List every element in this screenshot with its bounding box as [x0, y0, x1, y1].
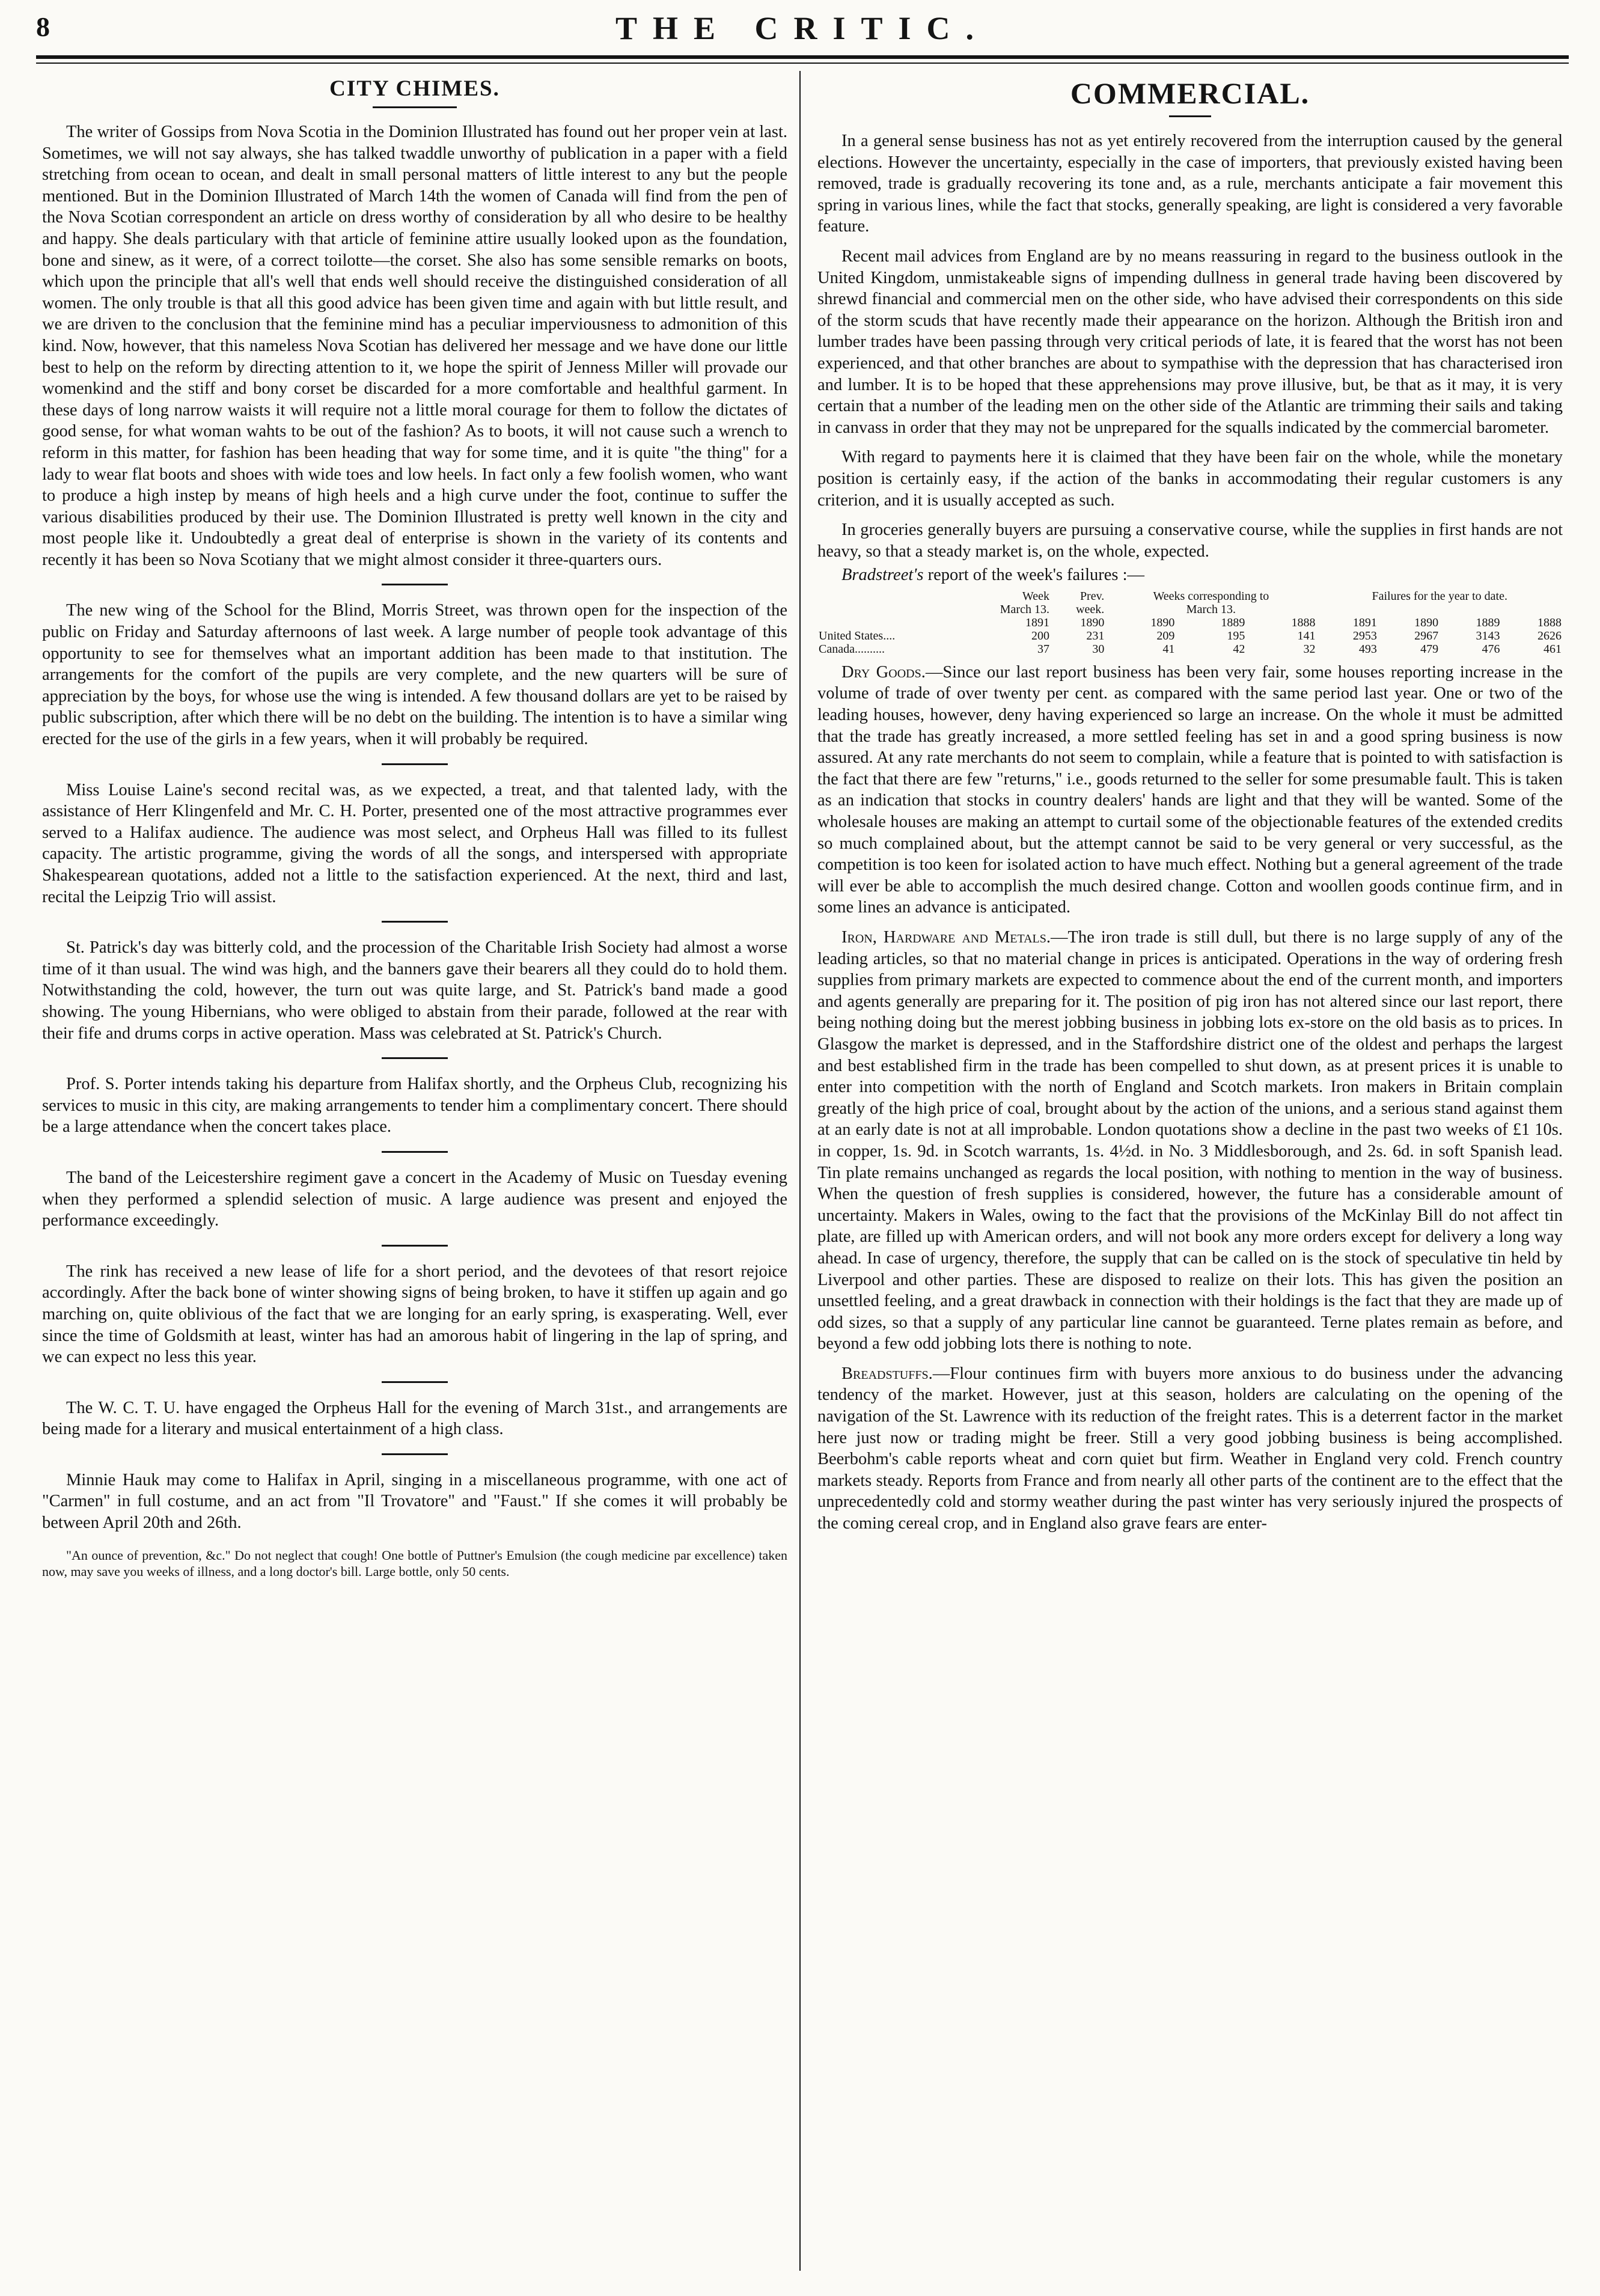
table-year: 1890	[1414, 615, 1439, 629]
table-row-united-states	[817, 629, 1563, 643]
paragraph-groceries: In groceries generally buyers are pursuing a conservative course, while the supplies in first hands are not heavy, so that a steady market is, on the whole, expected.	[817, 521, 1563, 561]
table-year: 1889	[1476, 615, 1500, 629]
publication-title: THE CRITIC.	[615, 10, 990, 46]
table-year: 1890	[1150, 615, 1175, 629]
paragraph-text: —Flour continues firm with buyers more anxious to do business under the advancing tendency of the market. However, just at this season, holders are calculating on the opening of the navigation of the St. Lawrence with its reduction of the freight rates. This is a deterrent factor in the market here just now or trading might be freer. Still a very good jobbing business is being accomplished. Beerbohm's cable reports wheat and corn quiet but firm. Weather in England very cold. French country markets steady. Reports from France and from nearly all other parts of the continent are to the effect that the unprecedentedly cold and stormy weather during the past winter has very seriously injured the prospects of the coming cereal crop, and in England also grave fears are enter-	[817, 1364, 1563, 1533]
heading-rule	[1169, 115, 1211, 117]
paragraph-prof-porter: Prof. S. Porter intends taking his departure from Halifax shortly, and the Orpheus Club, recognizing his services to music in this city, are making arrangements to tender him a complimentary concert. There should be a large attendance when the concert takes place.	[42, 1075, 787, 1137]
table-row-label: United States....	[819, 629, 896, 643]
section-heading-commercial: COMMERCIAL.	[1070, 76, 1310, 110]
paragraph-wctu: The W. C. T. U. have engaged the Orpheus Hall for the evening of March 31st., and arrangements are being made for a literary and musical entertainment of a high class.	[42, 1398, 787, 1439]
paragraph-lead: Iron, Hardware and Metals.	[841, 928, 1051, 947]
table-cell: 209	[1156, 629, 1175, 643]
paragraph-st-patricks: St. Patrick's day was bitterly cold, and the procession of the Charitable Irish Society had almost a worse time of it than usual. The wind was high, and the banners gave their bearers all they could do to hold them. Notwithstanding the cold, however, the turn out was quite large, and St. Patrick's band made a good showing. The young Hibernians, who were obliged to abstain from their parade, followed at the rear with their fife and drums corps in active operation. Mass was celebrated at St. Patrick's Church.	[42, 938, 787, 1043]
paragraph-school-for-blind: The new wing of the School for the Blind, Morris Street, was thrown open for the inspection of the public on Friday and Saturday afternoons of last week. A large number of people took advantage of this opportunity to see for themselves what an important addition has been made to that institution. The arrangements for the comfort of the pupils are very complete, and the new quarters will be sure of appreciation by the boys, for whose use the wing is intended. A few thousand dollars are yet to be raised by public subscription, after which there will be no debt on the building. The intention is to have a similar wing erected for the use of the girls in a few years, when it will probably be required.	[42, 601, 787, 749]
advertisement-note: "An ounce of prevention, &c." Do not neglect that cough! One bottle of Puttner's Emulsion (the cough medicine par excellence) taken now, may save you weeks of illness, and a long doctor's bill. Large bottle, only 50 cents.	[42, 1547, 787, 1579]
table-header-failures-year: Failures for the year to date.	[1372, 589, 1507, 603]
masthead-rule-thin	[36, 63, 1569, 64]
table-cell: 41	[1162, 642, 1175, 656]
table-row-label: Canada..........	[819, 642, 885, 656]
paragraph-iron-hardware	[817, 927, 1563, 1355]
separator-rule	[382, 1151, 448, 1153]
table-cell: 42	[1233, 642, 1245, 656]
table-year: 1891	[1025, 615, 1049, 629]
table-title-text: report of the week's failures :—	[927, 566, 1145, 585]
paragraph-text: —Since our last report business has been very fair, some houses reporting increase in the volume of trade of over twenty per cent. as compared with the same period last year. One or two of the leading houses, however, deny having experienced so large an increase. On the whole it must be admitted that the trade has greatly increased, a more settled feeling has set in and a good spring business is now assured. At any rate merchants do not seem to complain, while a feature that is pointed to with satisfaction is the fact that there are few "returns," i.e., goods returned to the seller for some presumable fault. This is taken as an indication that stocks in country dealers' hands are light and that they will be wanted. Some of the wholesale houses are making an attempt to curtail some of the objectionable features of the extended credits so much complained about, but the attempt cannot be said to be very general or very successful, as the competition is too keen for isolated action to have much effect. Nothing but a general agreement of the trade will ever be able to accomplish the much desired change. Cotton and woollen goods continue firm, and in some lines an advance is anticipated.	[817, 662, 1563, 917]
separator-rule	[382, 921, 448, 923]
paragraph-lead: Breadstuffs.	[841, 1364, 933, 1383]
table-header-prev: Prev.	[1079, 589, 1105, 603]
table-cell: 231	[1086, 629, 1105, 643]
table-cell: 2626	[1537, 629, 1562, 643]
masthead	[36, 8, 1569, 50]
paragraph-payments: With regard to payments here it is claimed that they have been fair on the whole, while the monetary position is certainly easy, if the action of the banks in accommodating their regular customers is any criterion, and it is usually accepted as such.	[817, 448, 1563, 510]
paragraph-mail-advices: Recent mail advices from England are by no means reassuring in regard to the business outlook in the United Kingdom, unmistakeable signs of impending dullness in general trade having been discovered by shrewd financial and commercial men on the other side, who have advised their correspondents on this side of the storm scuds that have recently made their appearance on the horizon. Although the British iron and lumber trades have been passing through very critical periods of late, it is feared that the worst has not been experienced, and that other branches are about to sympathise with the depression that has characterised iron and lumber. It is to be hoped that these apprehensions may prove illusive, but, be that as it may, it is very certain that a number of the leading men on the other side of the Atlantic are trimming their sails and taking in canvass in order that they may not be unprepared for the squalls indicated by the commercial barometer.	[817, 246, 1563, 437]
table-cell: 479	[1420, 642, 1439, 656]
paragraph-gossips: The writer of Gossips from Nova Scotia in the Dominion Illustrated has found out her proper vein at last. Sometimes, we will not say always, she has talked twaddle unworthy of publication in a paper with a field stretching from ocean to ocean, and dealt in small personal matters of little interest to any but the people mentioned. But in the Dominion Illustrated of March 14th the women of Canada will find from the pen of the Nova Scotian correspondent an article on dress worthy of consideration by all who desire to be healthy and happy. She deals particulary with that article of feminine attire usually looked upon as the foundation, bone and sinew, as it were, of a correct toilotte—the corset. She also has some sensible remarks on boots, which upon the principle that all's well that ends well should receive the distinguished consideration of all women. The only trouble is that all this good advice has been given time and again with but little result, and we are driven to the conclusion that the feminine mind has a peculiar imperviousness to admonition of this kind. Now, however, that this nameless Nova Scotian has delivered her message and we have done our little best to help on the reform by directing attention to it, we hope the spirit of Jenness Miller will provade our womenkind and the stiff and bony corset be discarded for a more comfortable and healthful garment. In these days of long narrow waists it will require not a little moral courage for them to follow the dictates of good sense, for what woman wahts to be out of the fashion? As to boots, it will not cause such a wrench to reform in this matter, for fashion has been heading that way for some time, and it is quite "the thing" for a lady to wear flat boots and shoes with wide toes and low heels. In fact only a few foolish women, who want to produce a high instep by means of high heels and a high curve under the foot, continue to suffer the various disabilities produced by their use. The Dominion Illustrated is pretty well known in the city and most people like it. Undoubtedly a great deal of enterprise is shown in the variety of its contents and recently it has been so Nova Scotiany that we might almost consider it three-quarters ours.	[42, 123, 787, 569]
paragraph-rink: The rink has received a new lease of life for a short period, and the devotees of that resort rejoice accordingly. After the back bone of winter showing signs of being broken, to have it stiffen up again and go marching on, quite oblivious of the fact that we are longing for an early spring, is exasperating. Well, ever since the time of Goldsmith at least, winter has had an amorous habit of lingering in the lap of spring, and we can expect no less this year.	[42, 1262, 787, 1367]
table-group-header-row	[817, 590, 1563, 603]
table-cell: 195	[1227, 629, 1245, 643]
section-heading-city-chimes: CITY CHIMES.	[329, 76, 500, 101]
paragraph-breadstuffs	[817, 1363, 1563, 1534]
paragraph-general-business: In a general sense business has not as yet entirely recovered from the interruption caused by the general elections. However the uncertainty, especially in the case of importers, that previously existed having been removed, trade is gradually recovering its tone and, as a rule, merchants anticipate a fair movement this spring in various lines, while the fact that stocks, generally speaking, are light is considered a very favorable feature.	[817, 132, 1563, 236]
table-cell: 200	[1031, 629, 1049, 643]
table-year: 1890	[1080, 615, 1105, 629]
table-header-weeks-corresponding: Weeks corresponding to	[1153, 589, 1269, 603]
table-years-row	[817, 616, 1563, 629]
paragraph-band-concert: The band of the Leicestershire regiment gave a concert in the Academy of Music on Tuesday evening when they performed a splendid selection of music. A large audience was present and enjoyed the performance exceedingly.	[42, 1168, 787, 1230]
separator-rule	[382, 1381, 448, 1383]
table-cell: 493	[1358, 642, 1377, 656]
heading-rule	[373, 106, 457, 108]
table-subheader-week: week.	[1076, 602, 1105, 616]
table-sub-header-row	[817, 603, 1563, 616]
city-chimes-column	[42, 71, 787, 1580]
separator-rule	[382, 1453, 448, 1455]
separator-rule	[382, 1245, 448, 1247]
table-year: 1891	[1352, 615, 1377, 629]
failures-table	[817, 590, 1563, 656]
table-cell: 461	[1544, 642, 1562, 656]
column-divider	[799, 71, 801, 2271]
page-number: 8	[36, 11, 50, 42]
separator-rule	[382, 1057, 448, 1059]
table-cell: 476	[1482, 642, 1500, 656]
table-subheader-march-13-range: March 13.	[1186, 602, 1236, 616]
paragraph-lead: Dry Goods.	[841, 662, 926, 682]
paragraph-text: —The iron trade is still dull, but there is no large supply of any of the leading articles, so that no material change in prices is anticipated. Operations in the way of ordering fresh supplies from primary markets are expected to commence about the end of the current month, and importers and agents generally are preparing for it. The position of pig iron has not altered since our last report, there being nothing doing but the merest jobbing business in jobbing lots ex-store on the old basis as to prices. In Glasgow the market is depressed, and in the Staffordshire district one of the oldest and perhaps the largest and best established firm in the trade has been compelled to shut down, as at present prices it is unable to enter into competition with the north of England and Scotch markets. Iron makers in Britain complain greatly of the high price of coal, brought about by the action of the unions, and a serious stand against them at an early date is not at all improbable. London quotations show a decline in the past two weeks of £1 10s. in copper, 1s. 9d. in Scotch warrants, 1s. 4½d. in No. 3 Middlesborough, and 2s. 6d. in soft Spanish lead. Tin plate remains unchanged as regards the local position, with nothing to mention in the way of business. When the question of fresh supplies is considered, however, the future has a considerable amount of uncertainty. Makers in Wales, owing to the fact that the provisions of the McKinlay Bill do not affect tin plate, are filled up with American orders, and will not book any more orders except for delivery a long way ahead. In case of urgency, therefore, the supply that can be called on is the stock of speculative tin held by Liverpool and other parties. These are disposed to realize on their lots. This has given the position an unsettled feeling, and a great drawback in connection with their holdings is the fact that they are made up of odd sizes, so that a supply of any particular line cannot be guaranteed. Terne plates remain as before, and beyond a few odd jobbing lots there is nothing to note.	[817, 928, 1563, 1354]
table-cell: 141	[1297, 629, 1316, 643]
table-header-week: Week	[1022, 589, 1049, 603]
table-cell: 30	[1092, 642, 1105, 656]
table-row-canada	[817, 643, 1563, 656]
separator-rule	[382, 584, 448, 585]
paragraph-minnie-hauk: Minnie Hauk may come to Halifax in April, singing in a miscellaneous programme, with one act of "Carmen" in full costume, and an act from "Il Trovatore" and "Faust." If she comes it will probably be between April 20th and 26th.	[42, 1470, 787, 1533]
table-year: 1888	[1537, 615, 1562, 629]
paragraph-dry-goods	[817, 662, 1563, 918]
table-subheader-march-13: March 13.	[1000, 602, 1049, 616]
table-cell: 32	[1303, 642, 1316, 656]
table-cell: 3143	[1476, 629, 1500, 643]
table-year: 1888	[1291, 615, 1316, 629]
failures-table-title	[817, 564, 1563, 586]
commercial-column	[817, 71, 1563, 1534]
table-cell: 37	[1037, 642, 1049, 656]
separator-rule	[382, 763, 448, 765]
table-cell: 2967	[1414, 629, 1439, 643]
paragraph-recital: Miss Louise Laine's second recital was, as we expected, a treat, and that talented lady, with the assistance of Herr Klingenfeld and Mr. C. H. Porter, presented one of the most attractive programmes ever served to a Halifax audience. The audience was most select, and Orpheus Hall was filled to its fullest capacity. The artistic programme, giving the words of all the songs, and interspersed with appropriate Shakespearean quotations, added not a little to the satisfaction experienced. At the next, third and last, recital the Leipzig Trio will assist.	[42, 780, 787, 906]
table-cell: 2953	[1352, 629, 1377, 643]
table-year: 1889	[1221, 615, 1245, 629]
masthead-rule-thick	[36, 55, 1569, 59]
table-title-source: Bradstreet's	[841, 566, 924, 585]
